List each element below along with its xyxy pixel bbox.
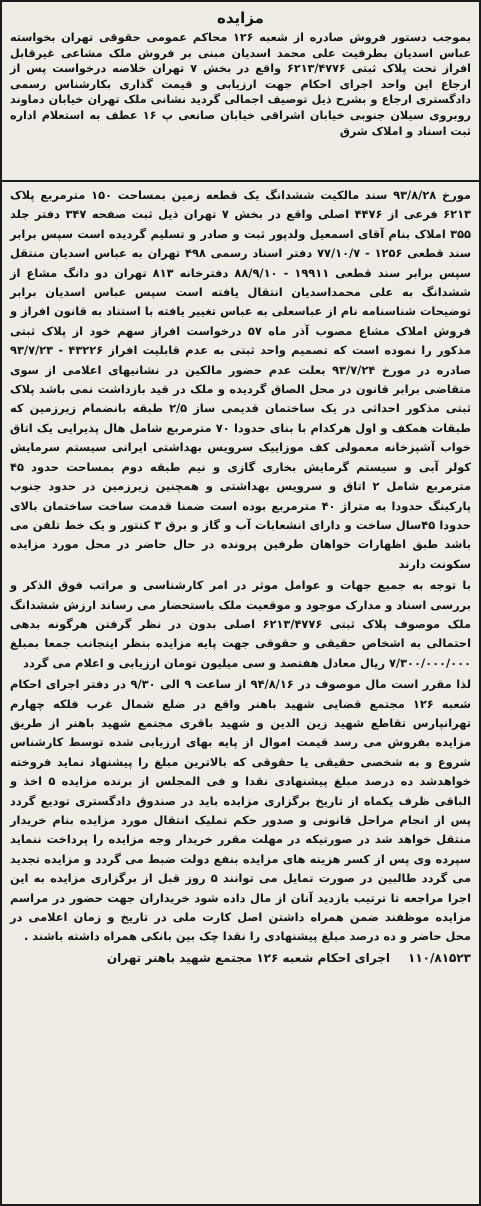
section-divider [2,180,479,182]
notice-intro-paragraph: بموجب دستور فروش صادره از شعبه ۱۲۶ محاکم عمومی حقوقی تهران بخواسته عباس اسدیان بطرفیت علی محمد اسدیان مبنی بر فروش ملک مشاعی غیرقابل افراز تحت پلاک ثبتی ۶۲۱۳/۴۷۷۶ واقع در بخش ۷ تهران خلاصه درخواست پس از ارجاع این واحد اجرای احکام جهت ارزیابی و قیمت گذاری بکارشناس رسمی دادگستری ارجاع و بشرح ذیل توصیف اجمالی گردید نشانی ملک تهران خیابان دماوند روبروی سیلان جنوبی خیابان اشراقی خیابان صانعی پ ۱۶ عطف به استعلام اداره ثبت اسناد و املاک شرق [10,31,472,138]
notice-header-block [10,2,471,178]
auction-terms-paragraph: لذا مقرر است مال موصوف در ۹۴/۸/۱۶ از ساعت ۹ الی ۹/۳۰ در دفتر اجرای احکام شعبه ۱۲۶ مجتمع قضایی شهید باهنر واقع در ضلع شمال غرب فلکه چهارم تهرانپارس تقاطع شهید زین الدین و شهید باقری مجتمع شهید باهنر از طریق مزایده بفروش می رسد قیمت اموال از پایه بهای ارزیابی شده توسط کارشناس شروع و به شخصی حقیقی یا حقوقی که بالاترین مبلغ را پیشنهاد نماید فروخته خواهدشد ده درصد مبلغ پیشنهادی نقدا و فی المجلس از برنده مزایده ۵ اخذ و الباقی ظرف یکماه از تاریخ برگزاری مزایده باید در صندوق دادگستری تودیع گردد پس از انجام مراحل قانونی و صدور حکم تملیک انتقال مورد مزایده بنام خریدار منتقل خواهد شد در صورتیکه در مهلت مقرر خریدار وجه مزایده را پرداخت ننماید سپرده وی پس از کسر هزینه های مزایده بنفع دولت ضبط می گردد و مزایده تجدید می گردد طالبین در صورت تمایل می توانند ۵ روز قبل از برگزاری مزایده به این اجرا مراجعه تا ترتیب بازدید آنان از مال داده شود خریداران جهت حضور در مراسم مزایده موظفند ضمن همراه داشتن اصل کارت ملی در تاریخ و زمان اعلامی در محل حاضر و ده درصد مبلغ پیشنهادی را نقدا چک بین بانکی همراه داشته باشند . [10,677,472,944]
notice-title: مزایده [217,9,264,27]
reference-number: ۱۱۰/۸۱۵۲۳ [408,950,471,965]
notice-footer [10,949,471,967]
property-description-paragraph: مورخ ۹۳/۸/۲۸ سند مالکیت ششدانگ یک قطعه زمین بمساحت ۱۵۰ مترمربع پلاک ۶۲۱۳ فرعی از ۴۴۷۶ اصلی واقع در بخش ۷ تهران ذیل ثبت صفحه ۳۴۷ دفتر جلد ۳۵۵ املاک بنام آقای اسمعیل ولدپور ثبت و صادر و تسلیم گردیده است سپس برابر سند قطعی ۱۲۵۶ - ۷۷/۱۰/۷ دفتر اسناد رسمی ۴۹۸ تهران به عباس اسدیان منتقل سپس برابر سند قطعی ۱۹۹۱۱ - ۸۸/۹/۱۰ دفترخانه ۸۱۳ تهران دو دانگ مشاع از ششدانگ به علی محمداسدیان انتقال یافته است سپس عباس اسدیان برابر توضیحات شناسنامه نام از عباسعلی به عباس تغییر یافته با استناد به قانون افراز و فروش املاک مشاع مصوب آذر ماه ۵۷ درخواست افراز سهم خود از پلاک ثبتی مذکور را نموده است که تصمیم واحد ثبتی به عدم قابلیت افراز ۴۳۲۲۶ - ۹۳/۷/۲۳ صادره در مورخ ۹۳/۷/۲۴ بعلت عدم حضور مالکین در نشانیهای اعلامی از سوی متقاضی برابر قانون در محل الصاق گردیده و ملک در قید بازداشت نمی باشد پلاک ثبتی مذکور احداثی در یک ساختمان قدیمی ساز ۲/۵ طبقه بانضمام زیرزمین که طبقات همکف و اول هرکدام با بنای حدودا ۷۰ مترمربع شامل هال پذیرایی یک اتاق خواب آشپزخانه معمولی کف موزاییک سرویس بهداشتی ایرانی سیستم سرمایش کولر آبی و سیستم گرمایش بخاری گازی و نیم طبقه دوم بمساحت حدود ۴۵ مترمربع شامل ۲ اتاق و سرویس بهداشتی و همچنین زیرزمین در حدود جنوب پارکینگ حدودا به متراژ ۴۰ مترمربع بوده است ضمنا قدمت ساخت ساختمان بالای حدودا ۴۵سال ساخت و دارای انشعابات آب و گاز و برق ۳ کنتور و یک خط تلفن می باشد طبق اظهارات خواهان طرفین پرونده در حال حاضر در محل مورد مزایده سکونت دارند [10,188,471,571]
issuer-signature: اجرای احکام شعبه ۱۲۶ مجتمع شهید باهنر تهران [106,950,391,965]
valuation-paragraph: با توجه به جمیع جهات و عوامل موثر در امر کارشناسی و مراتب فوق الذکر و بررسی اسناد و مدارک موجود و موقعیت ملک باستحضار می رساند ارزش ششدانگ ملک موصوف پلاک ثبتی ۶۲۱۳/۴۷۷۶ اصلی بدون در نظر گرفتن هرگونه بدهی احتمالی به اشخاص حقیقی و حقوقی جهت پایه مزایده بنظر اینجانب جمعا بمبلغ ۷/۳۰۰/۰۰۰/۰۰۰ ریال معادل هفتصد و سی میلیون تومان ارزیابی و اعلام می گردد [10,578,471,670]
notice-body-block [10,186,471,1204]
